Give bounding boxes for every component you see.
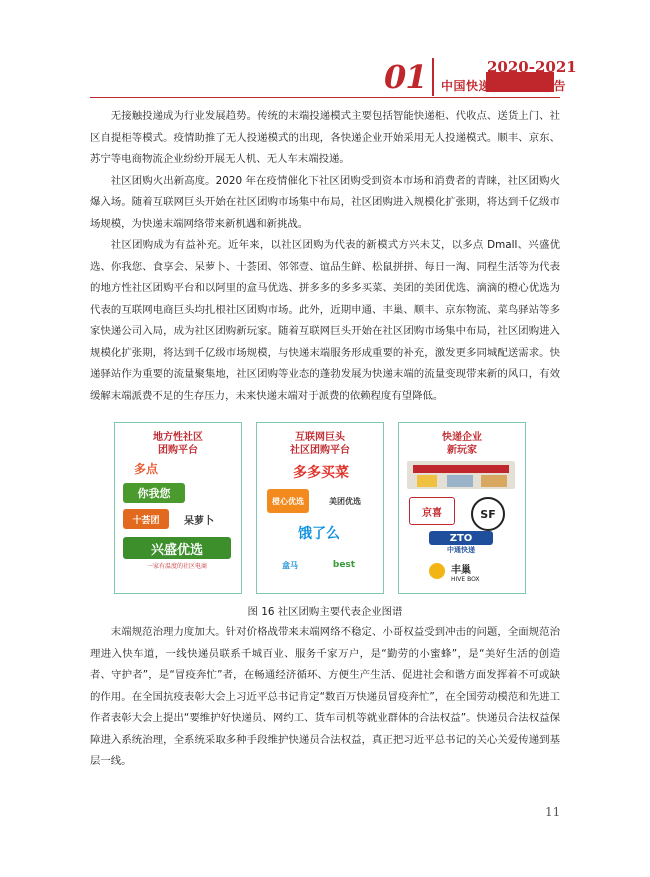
panel-title-line2: 社区团购平台 <box>290 445 350 456</box>
logo-nwn: 你我您 <box>123 483 185 503</box>
header-rule <box>90 97 560 98</box>
logo-shihuituan: 十荟团 <box>123 509 169 529</box>
panel-title-line2: 团购平台 <box>158 445 198 456</box>
logo-eleme: 饿了么 <box>298 526 340 542</box>
panel-title-line1: 地方性社区 <box>153 432 203 443</box>
body-text-bottom <box>90 622 560 773</box>
logo-hema: 盒马 <box>282 560 298 570</box>
panel-title <box>115 431 241 457</box>
logo-zto-name: 中通快递 <box>447 546 475 554</box>
paragraph: 无接触投递成为行业发展趋势。传统的末端投递模式主要包括智能快递柜、代收点、送货上门、社区自提柜等模式。疫情助推了无人投递模式的出现，各快递企业开始采用无人投递模式。顺丰、京东、苏宁等电商物流企业纷纷开展无人机、无人车末端投递。 <box>90 110 560 165</box>
logo-meituan: 美团优选 <box>329 496 361 506</box>
panel-title <box>257 431 383 457</box>
paragraph: 社区团购火出新高度。2020 年在疫情催化下社区团购受到资本市场和消费者的青睐，社区团购火爆入场。随着互联网巨头开始在社区团购市场集中布局，社区团购进入规模化扩张期，将达到千亿级市场规模，为快递末端网络带来新机遇和新挑战。 <box>90 174 560 230</box>
figure-caption: 图 16 社区团购主要代表企业图谱 <box>247 606 403 618</box>
logo-duoduo-maicai: 多多买菜 <box>293 465 349 481</box>
logo-sf: SF <box>471 497 505 531</box>
panel-title-line2: 新玩家 <box>447 445 477 456</box>
page-number: 11 <box>545 805 561 819</box>
paragraph: 社区团购成为有益补充。近年来，以社区团购为代表的新模式方兴未艾，以多点 Dmall、兴盛优选、你我您、食享会、呆萝卜、十荟团、邻邻壹、谊品生鲜、松鼠拼拼、每日一淘、同程生活等为代表的地方性社区团购平台和以阿里的盒马优选、拼多多的多多买菜、美团的美团优选、滴滴的橙心优选为代表的互联网电商巨头均扎根社区团购市场。此外，近期申通、丰巢、顺丰、京东物流、菜鸟驿站等多家快递公司入局，成为社区团购新玩家。随着互联网巨头开始在社区团购市场集中布局，社区团购进入规模化扩张期，将达到千亿级市场规模，与快递末端服务形成重要的补充，激发更多同城配送需求。快递驿站作为重要的流量聚集地，社区团购等业态的蓬勃发展为快递末端的流量变现带来新的风口，有效缓解末端派费不足的生存压力，未来快递末端对于派费的依赖程度有望降低。 <box>90 239 560 402</box>
logo-xingsheng-slogan: 一家有温度的社区电商 <box>146 562 207 570</box>
panel-express-companies <box>398 422 526 594</box>
report-title: 中国快递物流发展报告 <box>441 79 567 93</box>
logo-xingsheng: 兴盛优选 <box>123 537 231 559</box>
header-divider <box>432 58 434 96</box>
report-year: 2020-2021 <box>487 58 577 76</box>
logo-daiqing: 呆萝卜 <box>184 515 214 527</box>
storefront-photo <box>407 461 515 489</box>
panel-title-line1: 互联网巨头 <box>295 432 345 443</box>
logo-hivebox: HIVE BOX <box>451 575 480 583</box>
panel-local-platforms <box>114 422 242 594</box>
hivebox-icon <box>429 563 445 579</box>
logo-fengchao: 丰巢 <box>451 564 471 576</box>
logo-zto: ZTO <box>429 531 493 545</box>
panel-title <box>399 431 525 457</box>
body-text-top <box>90 106 560 407</box>
chapter-number: 01 <box>384 58 427 96</box>
logo-best: best <box>332 560 356 570</box>
logo-jingxi: 京喜 <box>409 497 455 525</box>
paragraph: 末端规范治理力度加大。针对价格战带来末端网络不稳定、小哥权益受到冲击的问题，全面规范治理进入快车道，一线快递员联系千城百业、服务千家万户，是“勤劳的小蜜蜂”，是“美好生活的创造者、守护者”，是“冒疫奔忙”者，在畅通经济循环、方便生产生活、促进社会和谐方面发挥着不可或缺的作用。在全国抗疫表彰大会上习近平总书记肯定“数百万快递员冒疫奔忙”，在全国劳动模范和先进工作者表彰大会上提出“要维护好快递员、网约工、货车司机等就业群体的合法权益”。快递员合法权益保障进入系统治理，全系统采取多种手段维护快递员合法权益，真正把习近平总书记的关心关爱传递到基层一线。 <box>90 626 560 767</box>
logo-duodian: 多点 <box>133 461 158 476</box>
panel-internet-giants <box>256 422 384 594</box>
logo-chengxin: 橙心优选 <box>267 489 309 513</box>
community-group-buying-figure <box>114 422 544 592</box>
panel-title-line1: 快递企业 <box>442 432 482 443</box>
